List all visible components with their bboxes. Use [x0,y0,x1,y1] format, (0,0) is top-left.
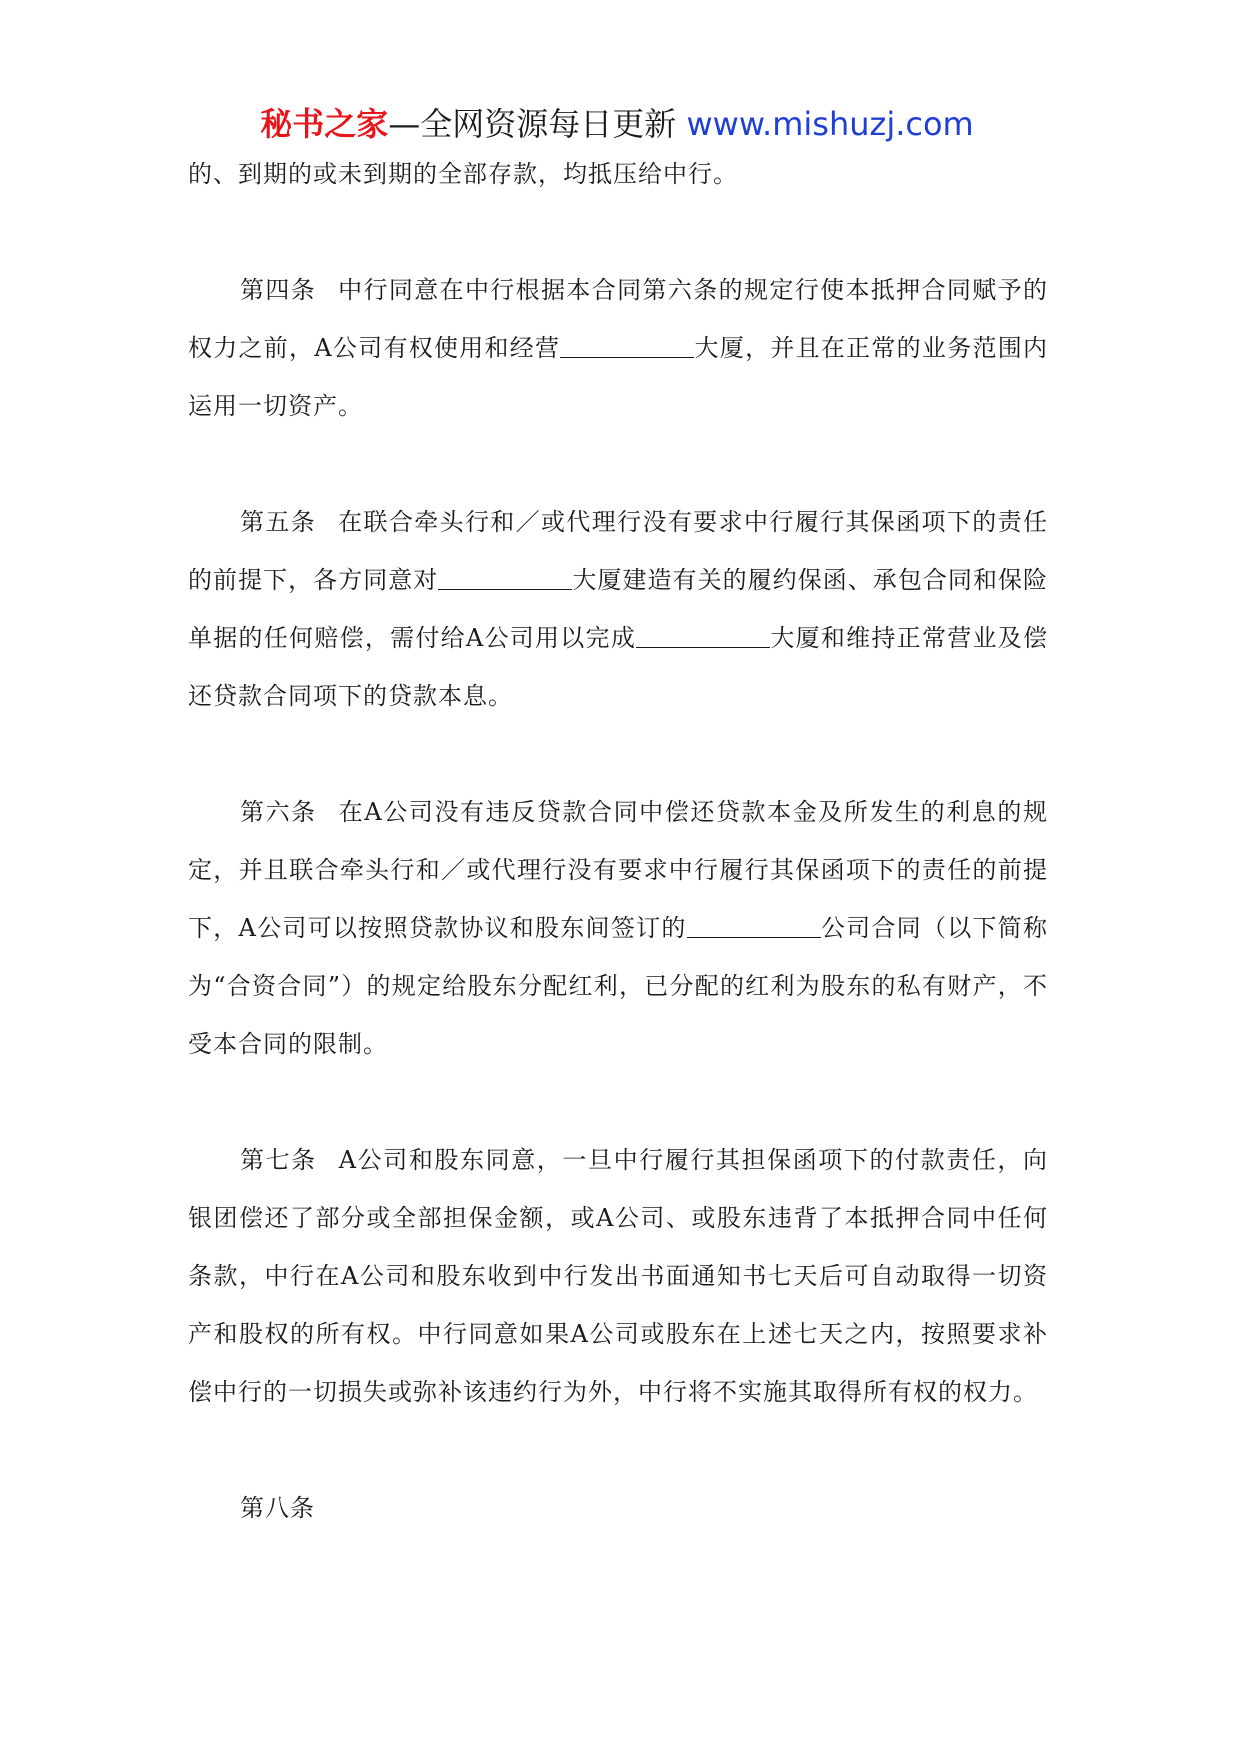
fill-in-blank [560,333,694,358]
article-text: 大厦建造有关的履约保函、承包合同和保险单据的任何赔偿，需付给A公司用以完成 [188,566,1049,652]
fill-in-blank [438,565,572,590]
article-7 [188,1131,1048,1421]
article-number: 第五条 [240,508,317,536]
document-body [188,145,1048,1537]
article-8 [188,1479,1048,1537]
article-text: 在A公司没有违反贷款合同中偿还贷款本金及所发生的利息的规定，并且联合牵头行和／或代理行没有要求中行履行其保函项下的责任的前提下，A公司可以按照贷款协议和股东间签订的 [188,798,1048,942]
article-text: 在联合牵头行和／或代理行没有要求中行履行其保函项下的责任的前提下，各方同意对 [188,508,1049,594]
article-5 [188,493,1048,725]
article-4 [188,261,1048,435]
article-number: 第六条 [240,798,317,826]
article-text: 大厦和维持正常营业及偿还贷款合同项下的贷款本息。 [188,624,1048,710]
article-6 [188,783,1048,1073]
fill-in-blank [636,623,770,648]
article-text: 中行同意在中行根据本合同第六条的规定行使本抵押合同赋予的权力之前，A公司有权使用和经营 [188,276,1049,362]
article-text: 公司合同（以下简称为“合资合同”）的规定给股东分配红利，已分配的红利为股东的私有财产，不受本合同的限制。 [188,914,1049,1058]
site-url-link[interactable]: www.mishuzj.com [686,105,974,143]
fill-in-blank [687,913,821,938]
article-number: 第八条 [240,1494,315,1522]
article-number: 第四条 [240,276,317,304]
site-header [0,103,1234,145]
brand-name: 秘书之家 [260,105,389,143]
article-text: 大厦，并且在正常的业务范围内运用一切资产。 [188,334,1048,420]
paragraph-continuation: 的、到期的或未到期的全部存款，均抵压给中行。 [188,160,738,188]
header-tagline: —全网资源每日更新 [388,105,677,143]
article-number: 第七条 [240,1146,317,1174]
article-text: A公司和股东同意，一旦中行履行其担保函项下的付款责任，向银团偿还了部分或全部担保金额，或A公司、或股东违背了本抵押合同中任何条款，中行在A公司和股东收到中行发出书面通知书七天后可自动取得一切资产和股权的所有权。中行同意如果A公司或股东在上述七天之内，按照要求补偿中行的一切损失或弥补该违约行为外，中行将不实施其取得所有权的权力。 [188,1146,1048,1406]
